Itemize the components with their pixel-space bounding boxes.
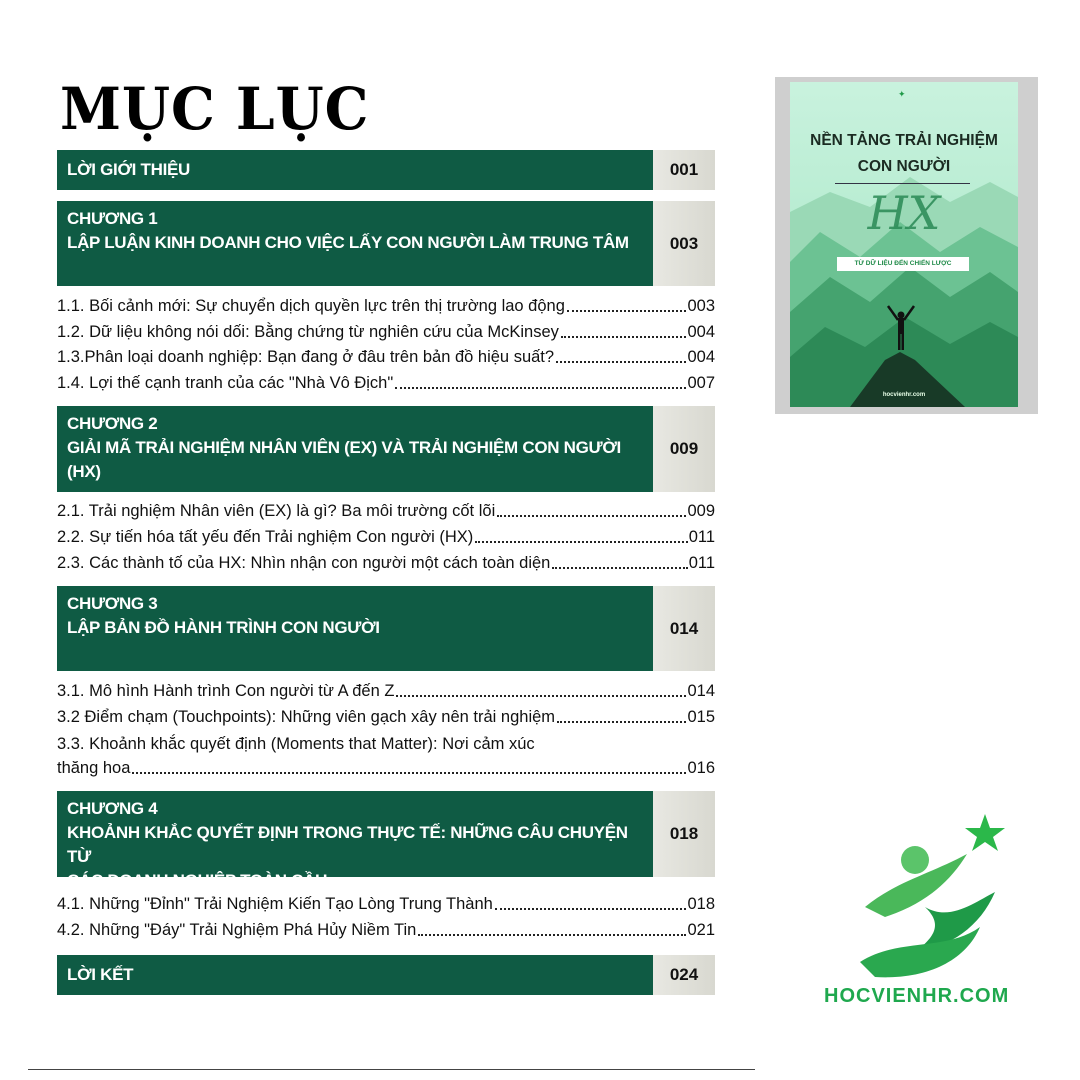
chapter-3-number: CHƯƠNG 3 — [67, 594, 158, 613]
leader-dots — [557, 721, 686, 723]
book-ribbon: TỪ DỮ LIỆU ĐẾN CHIẾN LƯỢC — [837, 257, 969, 271]
chapter-2-number: CHƯƠNG 2 — [67, 414, 158, 433]
chapter-4-title: KHOẢNH KHẮC QUYẾT ĐỊNH TRONG THỰC TẾ: NHỮNG CÂU CHUYỆN TỪ — [67, 823, 628, 866]
toc-entry[interactable]: 2.1. Trải nghiệm Nhân viên (EX) là gì? Ba môi trường cốt lõi 009 — [57, 502, 715, 520]
book-url: hocvienhr.com — [882, 392, 926, 398]
toc-entry-wrapped-line1: 3.3. Khoảnh khắc quyết định (Moments that Matter): Nơi cảm xúc — [57, 735, 535, 753]
brand-logo-icon — [855, 812, 1005, 982]
section-intro-label: LỜI GIỚI THIỆU — [67, 160, 191, 179]
chapter-3-title: LẬP BẢN ĐỒ HÀNH TRÌNH CON NGƯỜI — [67, 618, 380, 637]
chapter-1-title: LẬP LUẬN KINH DOANH CHO VIỆC LẤY CON NGƯỜI LÀM TRUNG TÂM — [67, 233, 629, 252]
leader-dots — [396, 695, 686, 697]
toc-entry[interactable]: 1.3.Phân loại doanh nghiệp: Bạn đang ở đâu trên bản đồ hiệu suất? 004 — [57, 348, 715, 366]
section-intro-page: 001 — [653, 150, 715, 190]
chapter-1-page: 003 — [653, 201, 715, 286]
leader-dots — [495, 908, 687, 910]
book-logo-icon: ✦ — [898, 90, 906, 100]
chapter-2-heading[interactable] — [57, 406, 653, 492]
section-intro[interactable] — [57, 150, 653, 190]
chapter-4-title-cont: CÁC DOANH NGHIỆP TOÀN CẦU — [67, 871, 328, 890]
leader-dots — [132, 772, 686, 774]
leader-dots — [556, 361, 686, 363]
book-cover — [790, 82, 1018, 407]
book-title: NỀN TẢNG TRẢI NGHIỆM CON NGƯỜI — [810, 132, 998, 175]
section-outro-label: LỜI KẾT — [67, 965, 134, 984]
chapter-1-heading[interactable] — [57, 201, 653, 286]
toc-entry[interactable]: 2.3. Các thành tố của HX: Nhìn nhận con người một cách toàn diện 011 — [57, 554, 715, 572]
brand-name[interactable]: HOCVIENHR.COM — [824, 985, 1010, 1007]
chapter-1-number: CHƯƠNG 1 — [67, 209, 158, 228]
leader-dots — [561, 336, 687, 338]
toc-entry[interactable]: thăng hoa 016 — [57, 759, 715, 777]
section-outro[interactable] — [57, 955, 653, 995]
chapter-4-page: 018 — [653, 791, 715, 877]
chapter-2-page: 009 — [653, 406, 715, 492]
leader-dots — [475, 541, 687, 543]
chapter-3-heading[interactable] — [57, 586, 653, 671]
chapter-3-page: 014 — [653, 586, 715, 671]
chapter-4-number: CHƯƠNG 4 — [67, 799, 158, 818]
toc-entry[interactable]: 4.2. Những "Đáy" Trải Nghiệm Phá Hủy Niềm Tin 021 — [57, 921, 715, 939]
toc-entry[interactable]: 2.2. Sự tiến hóa tất yếu đến Trải nghiệm Con người (HX) 011 — [57, 528, 715, 546]
page-title: MỤC LỤC — [60, 75, 370, 143]
leader-dots — [497, 515, 686, 517]
bottom-divider — [28, 1069, 755, 1070]
leader-dots — [567, 310, 687, 312]
chapter-2-title: GIẢI MÃ TRẢI NGHIỆM NHÂN VIÊN (EX) VÀ TRẢI NGHIỆM CON NGƯỜI (HX) — [67, 438, 621, 481]
section-outro-page: 024 — [653, 955, 715, 995]
leader-dots — [552, 567, 687, 569]
book-hx-mark: HX — [867, 186, 941, 240]
chapter-4-heading[interactable] — [57, 791, 653, 890]
toc-entry[interactable]: 4.1. Những "Đỉnh" Trải Nghiệm Kiến Tạo Lòng Trung Thành 018 — [57, 895, 715, 913]
toc-entry[interactable]: 3.1. Mô hình Hành trình Con người từ A đến Z 014 — [57, 682, 715, 700]
toc-entry[interactable]: 1.2. Dữ liệu không nói dối: Bằng chứng từ nghiên cứu của McKinsey 004 — [57, 323, 715, 341]
leader-dots — [418, 934, 686, 936]
toc-entry[interactable]: 1.1. Bối cảnh mới: Sự chuyển dịch quyền lực trên thị trường lao động 003 — [57, 297, 715, 315]
toc-entry[interactable]: 3.2 Điểm chạm (Touchpoints): Những viên gạch xây nên trải nghiệm 015 — [57, 708, 715, 726]
leader-dots — [395, 387, 686, 389]
toc-entry[interactable]: 1.4. Lợi thế cạnh tranh của các "Nhà Vô Địch" 007 — [57, 374, 715, 392]
book-divider — [835, 183, 970, 184]
